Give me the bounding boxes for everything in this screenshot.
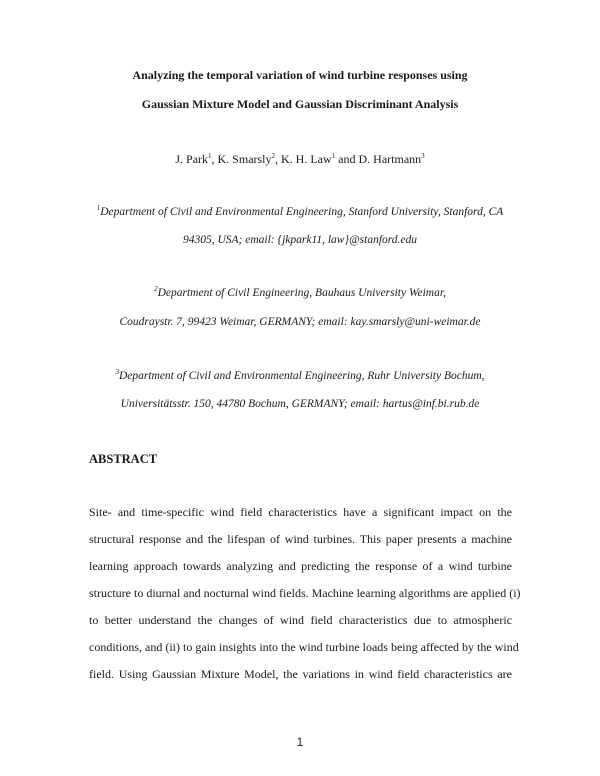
abstract-line: structure to diurnal and nocturnal wind fields. Machine learning algorithms are applied (i) xyxy=(89,586,521,600)
affiliation-2-line-2: Coudraystr. 7, 99423 Weimar, GERMANY; email: kay.smarsly@uni-weimar.de xyxy=(119,316,481,328)
title-line-1: Analyzing the temporal variation of wind turbine responses using xyxy=(132,68,468,82)
author-separator: , xyxy=(211,152,218,166)
abstract-heading: ABSTRACT xyxy=(89,452,158,466)
affiliation-mark: 1 xyxy=(96,204,101,213)
author-separator: , xyxy=(275,152,282,166)
affiliation-2-line-1: $^2$Department of Civil Engineering, Bauhaus University Weimar, xyxy=(154,285,446,299)
author-affiliation-mark: 1 xyxy=(208,152,212,160)
abstract-line: conditions, and (ii) to gain insights into the wind turbine loads being affected by the wind xyxy=(89,640,519,654)
affiliation-3-line-1: $^3$Department of Civil and Environmental Engineering, Ruhr University Bochum, xyxy=(115,368,485,382)
abstract-line: Site- and time-specific wind field characteristics have a significant impact on the xyxy=(89,505,512,519)
page-number: 1 xyxy=(296,735,304,749)
affiliation-1-line-1: $^1$Department of Civil and Environmental Engineering, Stanford University, Stanford, CA xyxy=(96,204,504,218)
author-name: J. Park xyxy=(175,152,209,166)
affiliation-mark: 2 xyxy=(154,285,158,294)
affiliation-3-line-2: Universitätsstr. 150, 44780 Bochum, GERMANY; email: hartus@inf.bi.rub.de xyxy=(120,398,480,410)
abstract-line: structural response and the lifespan of wind turbines. This paper presents a machine xyxy=(89,532,512,546)
author-list xyxy=(0,152,600,167)
abstract-line: to better understand the changes of wind field characteristics due to atmospheric xyxy=(89,613,512,627)
author-name: K. H. Law xyxy=(281,152,332,166)
affiliation-mark: 3 xyxy=(115,368,119,377)
author-affiliation-mark: 1 xyxy=(331,152,336,160)
author-name: K. Smarsly xyxy=(217,152,272,166)
author-separator: and xyxy=(335,152,359,166)
affiliation-1-line-2: 94305, USA; email: {jkpark11, law}@stanford.edu xyxy=(182,234,418,246)
author-affiliation-mark: 3 xyxy=(421,152,425,160)
abstract-line: learning approach towards analyzing and predicting the response of a wind turbine xyxy=(89,559,512,573)
title-line-2: Gaussian Mixture Model and Gaussian Discriminant Analysis xyxy=(141,97,459,111)
abstract-line: field. Using Gaussian Mixture Model, the variations in wind field characteristics are xyxy=(89,667,512,681)
author-affiliation-mark: 2 xyxy=(271,152,276,160)
author-name: D. Hartmann xyxy=(358,152,422,166)
